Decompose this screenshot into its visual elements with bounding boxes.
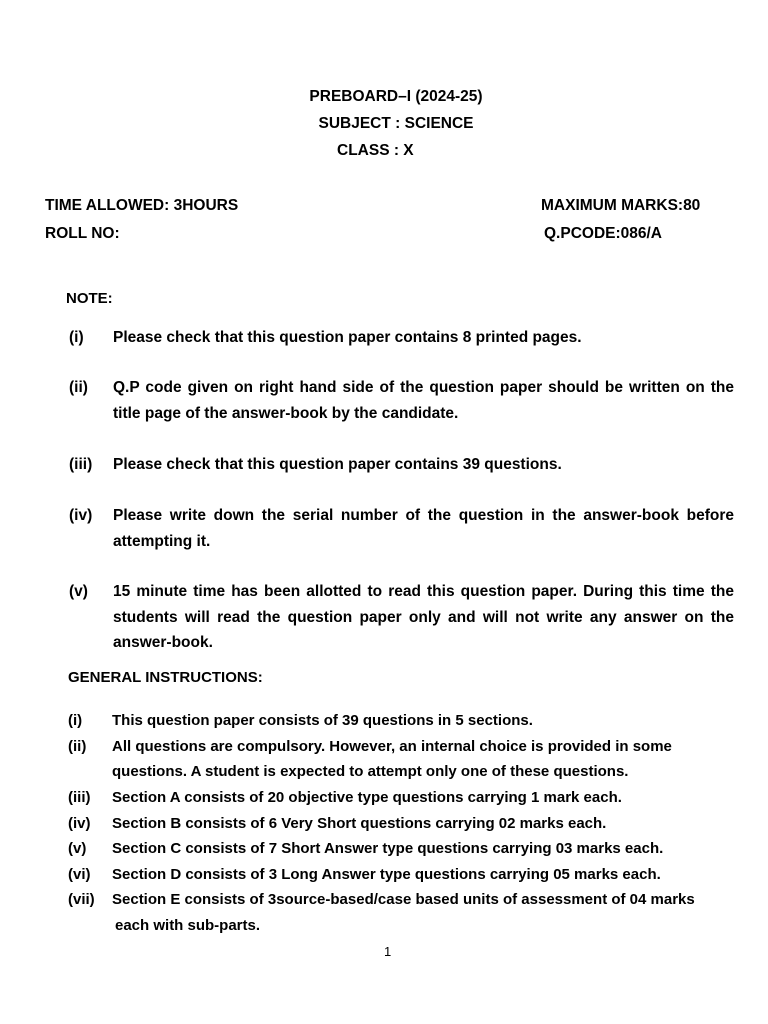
note-item-1 — [113, 325, 734, 351]
note-item-4-line: Please write down the serial number of the question in the answer-book before — [113, 507, 734, 524]
gi-num-7: (vii) — [68, 891, 95, 908]
gi-item-4: Section B consists of 6 Very Short questions carrying 02 marks each. — [112, 815, 607, 832]
gi-item-3: Section A consists of 20 objective type questions carrying 1 mark each. — [112, 789, 622, 806]
gi-num-5: (v) — [68, 840, 87, 857]
maximum-marks: MAXIMUM MARKS:80 — [541, 197, 701, 214]
class-title: CLASS : X — [337, 142, 414, 159]
note-item-5-line: answer-book. — [113, 634, 213, 651]
note-item-5-line: 15 minute time has been allotted to read this question paper. During this time the — [113, 583, 734, 600]
time-allowed: TIME ALLOWED: 3HOURS — [45, 197, 239, 214]
qp-code: Q.PCODE:086/A — [544, 225, 663, 242]
note-num-2: (ii) — [69, 379, 88, 396]
gi-num-1: (i) — [68, 712, 83, 729]
note-item-3-line: Please check that this question paper contains 39 questions. — [113, 456, 562, 473]
exam-title: PREBOARD–I (2024-25) — [309, 88, 483, 105]
page-number: 1 — [384, 944, 392, 959]
note-item-1-line: Please check that this question paper contains 8 printed pages. — [113, 329, 582, 346]
note-item-2-line: title page of the answer-book by the candidate. — [113, 404, 459, 422]
note-num-1: (i) — [69, 329, 84, 346]
gi-item-7-cont: each with sub-parts. — [115, 917, 261, 934]
note-num-3: (iii) — [69, 456, 93, 473]
gi-num-6: (vi) — [68, 866, 91, 883]
gi-num-4: (iv) — [68, 815, 91, 832]
note-item-5 — [113, 579, 734, 656]
gi-num-2: (ii) — [68, 738, 87, 755]
note-title: NOTE: — [66, 290, 113, 307]
gi-item-2-cont: questions. A student is expected to attempt only one of these questions. — [112, 763, 629, 780]
note-item-3 — [113, 452, 734, 478]
gi-num-3: (iii) — [68, 789, 91, 806]
subject-title: SUBJECT : SCIENCE — [318, 115, 474, 132]
gi-item-6: Section D consists of 3 Long Answer type questions carrying 05 marks each. — [112, 866, 661, 883]
gi-item-7: Section E consists of 3source-based/case based units of assessment of 04 marks — [112, 891, 695, 908]
note-item-5-line: students will read the question paper only and will not write any answer on the — [113, 608, 734, 626]
note-num-5: (v) — [69, 583, 88, 600]
note-item-2-line: Q.P code given on right hand side of the question paper should be written on the — [113, 379, 734, 396]
gi-item-1: This question paper consists of 39 questions in 5 sections. — [112, 712, 533, 729]
general-instructions-title: GENERAL INSTRUCTIONS: — [68, 669, 263, 686]
note-num-4: (iv) — [69, 507, 93, 524]
gi-item-5: Section C consists of 7 Short Answer type questions carrying 03 marks each. — [112, 840, 664, 857]
roll-number: ROLL NO: — [45, 225, 120, 242]
note-item-4-line: attempting it. — [113, 532, 211, 550]
note-item-2 — [113, 375, 734, 426]
note-item-4 — [113, 503, 734, 554]
gi-item-2: All questions are compulsory. However, an internal choice is provided in some — [112, 738, 672, 755]
